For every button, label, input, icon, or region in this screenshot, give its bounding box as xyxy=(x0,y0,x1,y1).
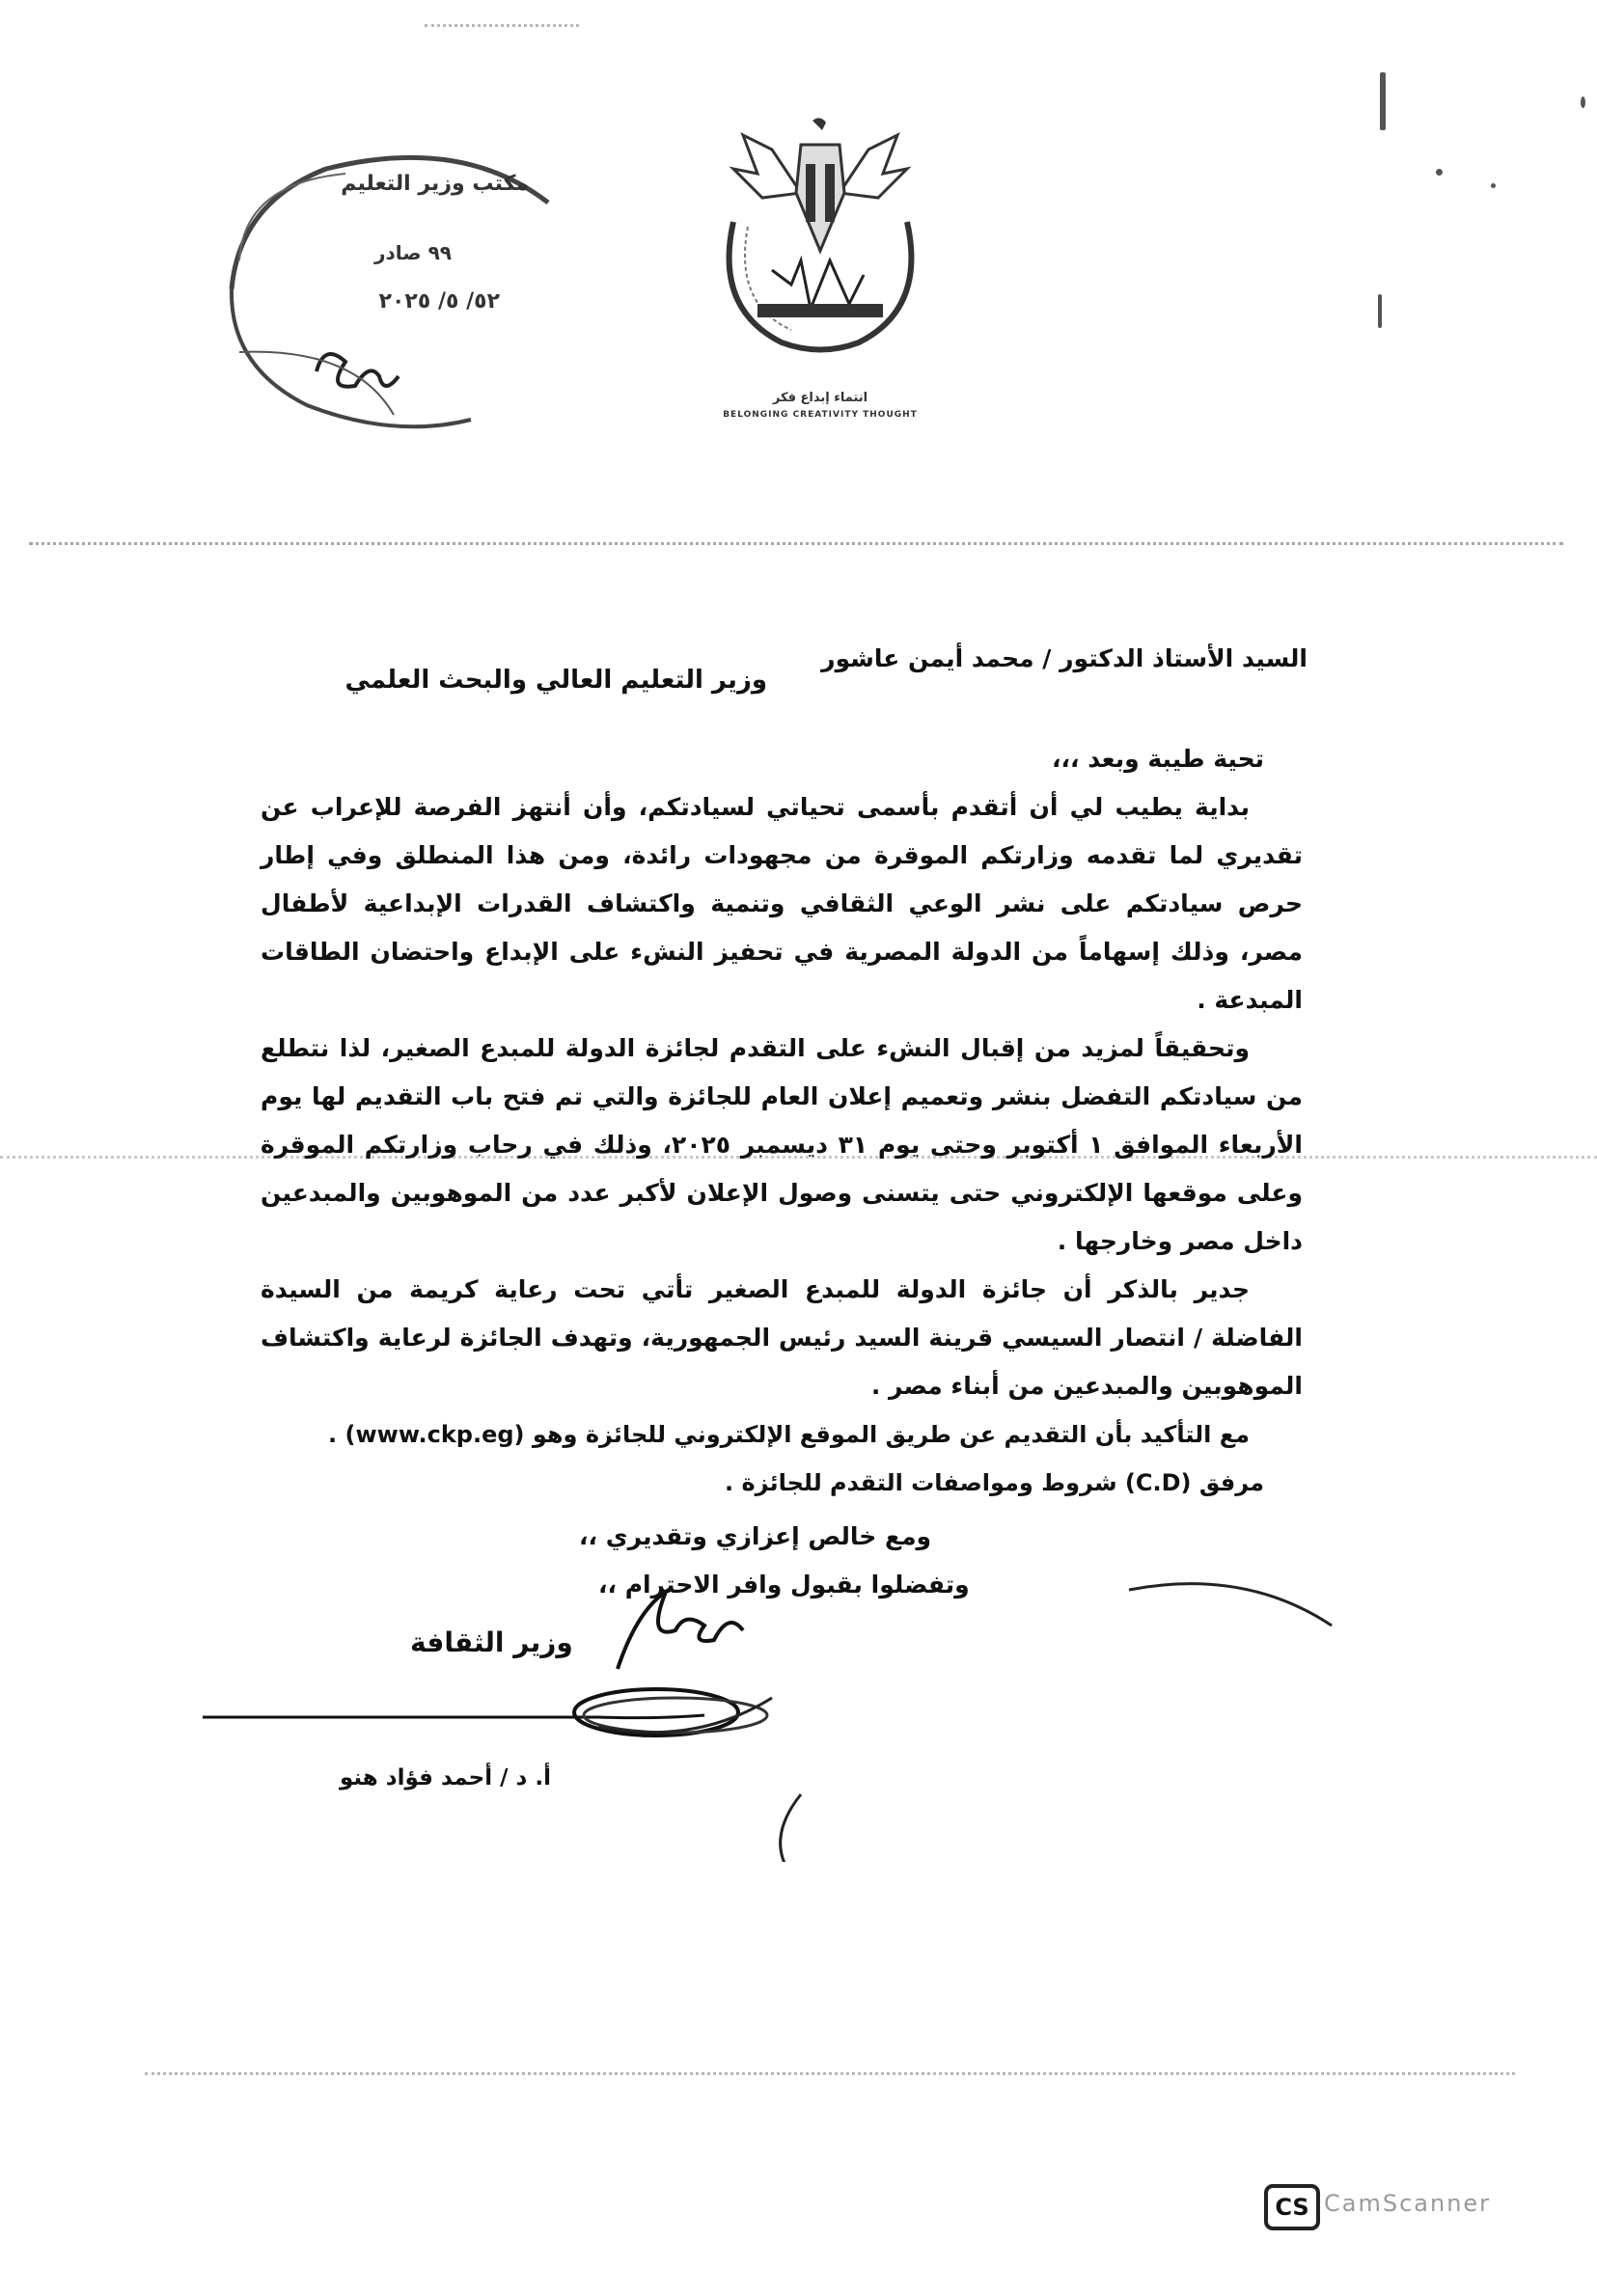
stamp-reference-number: ٩٩ صادر xyxy=(374,241,452,264)
stamp-office-name: مكتب وزير التعليم xyxy=(341,172,529,196)
closing-regards: ومع خالص إعزازي وتقديري ،، xyxy=(579,1522,932,1550)
office-registry-stamp xyxy=(220,145,567,434)
handwritten-signature-icon xyxy=(193,1553,1351,1862)
greeting: تحية طيبة وبعد ،،، xyxy=(1052,745,1264,773)
body-paragraph: جدير بالذكر أن جائزة الدولة للمبدع الصغير تأتي تحت رعاية كريمة من السيدة الفاضلة / انتصار السيسي قرينة السيد رئيس الجمهورية، وتهدف الجائزة لرعاية واكتشاف الموهوبين والمبدعين من أبناء مصر . xyxy=(261,1275,1303,1400)
emblem-caption-ar: انتماء إبداع فكر xyxy=(772,391,868,405)
body-paragraph: بداية يطيب لي أن أتقدم بأسمى تحياتي لسيادتكم، وأن أنتهز الفرصة للإعراب عن تقديري لما تقدمه وزارتكم الموقرة من مجهودات رائدة، ومن هذا المنطلق وفي إطار حرص سيادتكم على نشر الوعي الثقافي وتنمية واكتشاف القدرات الإبداعية لأطفال مصر، وذلك إسهاماً من الدولة المصرية في تحفيز النشء على الإبداع واحتضان الطاقات المبدعة . xyxy=(261,793,1303,1014)
scan-speck xyxy=(1436,169,1443,176)
camscanner-logo-icon: CS xyxy=(1264,2184,1320,2230)
scan-artifact-line xyxy=(145,2072,1515,2075)
emblem-caption-en: BELONGING CREATIVITY THOUGHT xyxy=(723,410,918,420)
addressee-name: السيد الأستاذ الدكتور / محمد أيمن عاشور xyxy=(821,644,1308,672)
scan-artifact-line xyxy=(29,542,1563,545)
letter-body xyxy=(261,735,1303,1507)
camscanner-watermark: CamScanner xyxy=(1324,2190,1492,2217)
scan-speck xyxy=(1581,96,1585,108)
addressee-title: وزير التعليم العالي والبحث العلمي xyxy=(344,666,767,695)
signatory-title: وزير الثقافة xyxy=(410,1626,573,1658)
body-paragraph: وتحقيقاً لمزيد من إقبال النشء على التقدم لجائزة الدولة للمبدع الصغير، لذا نتطلع من سيادتكم التفضل بنشر وتعميم إعلان العام للجائزة والتي تم فتح باب التقديم لها يوم الأربعاء الموافق ١ أكتوبر وحتى يوم ٣١ ديسمبر ٢٠٢٥، وذلك في رحاب وزارتكم الموقرة وعلى موقعها الإلكتروني حتى يتسنى وصول الإعلان لأكبر عدد من الموهوبين والمبدعين داخل مصر وخارجها . xyxy=(261,1034,1303,1255)
scan-speck xyxy=(1378,294,1382,328)
scan-artifact-line xyxy=(425,24,579,27)
ministry-emblem xyxy=(704,116,936,434)
scan-speck xyxy=(1380,72,1386,130)
stamp-date: ٥٢/ ٥/ ٢٠٢٥ xyxy=(378,289,500,314)
website-note: مع التأكيد بأن التقديم عن طريق الموقع الإلكتروني للجائزة وهو (www.ckp.eg) . xyxy=(328,1421,1250,1448)
signatory-name: أ. د / أحمد فؤاد هنو xyxy=(340,1765,551,1790)
scan-speck xyxy=(1491,183,1496,188)
closing-respect: وتفضلوا بقبول وافر الاحترام ،، xyxy=(598,1571,970,1599)
eagle-emblem-icon xyxy=(704,116,936,405)
attachment-note: مرفق (C.D) شروط ومواصفات التقدم للجائزة . xyxy=(725,1469,1264,1496)
